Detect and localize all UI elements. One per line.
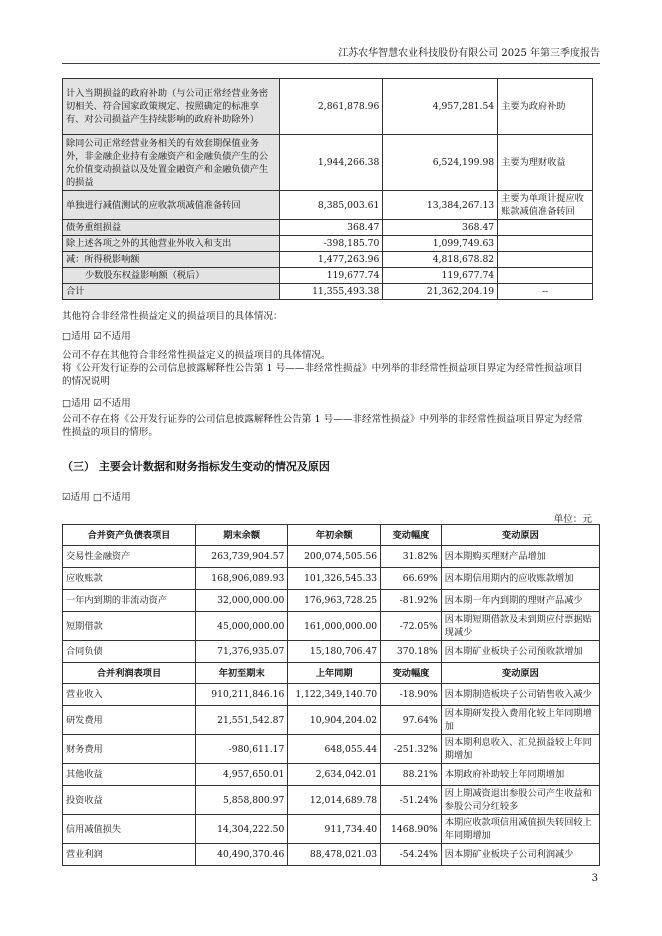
item-cell: 计入当期损益的政府补助（与公司正常经营业务密切相关、符合国家政策规定、按照确定的标准享有、对公司损益产生持续影响的政府补助除外） <box>63 79 280 135</box>
table-row <box>63 641 600 663</box>
ytd-cell: 119,677.74 <box>383 268 498 284</box>
current-cell: 1,944,266.38 <box>279 135 382 191</box>
value-b-cell: 911,734.40 <box>288 815 381 844</box>
item-cell: 单独进行减值测试的应收款项减值准备转回 <box>63 191 280 220</box>
note-cell: -- <box>498 284 593 300</box>
table-row <box>63 191 593 220</box>
report-header: 江苏农华智慧农业科技股份有限公司 2025 年第三季度报告 <box>338 48 600 59</box>
ytd-cell: 21,362,204.19 <box>383 284 498 300</box>
value-b-cell: 1,122,349,140.70 <box>288 684 381 706</box>
value-b-cell: 200,074,505.56 <box>288 546 381 568</box>
item-cell: 合同负债 <box>63 641 196 663</box>
non-recurring-gains-body <box>63 79 593 300</box>
value-b-cell: 88,478,021.03 <box>288 844 381 866</box>
reason-cell: 因本期一年内到期的理财产品减少 <box>441 590 599 612</box>
ytd-cell: 13,384,267.13 <box>383 191 498 220</box>
table-row <box>63 735 600 764</box>
ytd-cell: 1,099,749.63 <box>383 236 498 252</box>
reason-cell: 因本期利息收入、汇兑损益较上年同期增加 <box>441 735 599 764</box>
column-header: 年初余额 <box>288 525 381 546</box>
value-a-cell: 71,376,935.07 <box>196 641 288 663</box>
value-a-cell: 263,739,904.57 <box>196 546 288 568</box>
current-cell: 368.47 <box>279 220 382 236</box>
header-rule <box>62 63 600 64</box>
change-cell: 88.21% <box>381 764 442 786</box>
statement-paragraph: 公司不存在将《公开发行证券的公司信息披露解释性公告第 1 号——非经常性损益》中列举的非经常性损益项目界定为经常性损益的项目的情形。 <box>62 414 583 438</box>
value-b-cell: 176,963,728.25 <box>288 590 381 612</box>
column-header: 合并资产负债表项目 <box>63 525 196 546</box>
table-row <box>63 268 593 284</box>
item-cell: 信用减值损失 <box>63 815 196 844</box>
ytd-cell: 4,957,281.54 <box>383 79 498 135</box>
change-cell: 1468.90% <box>381 815 442 844</box>
item-cell: 一年内到期的非流动资产 <box>63 590 196 612</box>
statement-text: 公司不存在其他符合非经常性损益定义的损益项目的具体情况。 <box>62 350 331 361</box>
table-row <box>63 252 593 268</box>
table-row <box>63 79 593 135</box>
reason-cell: 因上期减资退出参股公司产生收益和参股公司分红较多 <box>441 786 599 815</box>
column-header: 变动原因 <box>441 663 599 684</box>
column-header: 合并利润表项目 <box>63 663 196 684</box>
item-cell: 短期借款 <box>63 612 196 641</box>
column-header: 变动幅度 <box>381 525 442 546</box>
financial-changes-table <box>62 524 600 866</box>
change-cell: 31.82% <box>381 546 442 568</box>
change-cell: 370.18% <box>381 641 442 663</box>
applicability-choice: ☑适用 □不适用 <box>62 492 131 503</box>
item-cell: 营业利润 <box>63 844 196 866</box>
value-a-cell: 168,906,089.93 <box>196 568 288 590</box>
reason-cell: 本期政府补助较上年同期增加 <box>441 764 599 786</box>
reason-cell: 因本期矿业板块子公司利润减少 <box>441 844 599 866</box>
column-header: 上年同期 <box>288 663 381 684</box>
value-a-cell: 40,490,370.46 <box>196 844 288 866</box>
other-items-title: 其他符合非经常性损益定义的损益项目的具体情况： <box>62 311 283 322</box>
note-cell <box>498 220 593 236</box>
item-cell: 合计 <box>63 284 280 300</box>
current-cell: 2,861,878.96 <box>279 79 382 135</box>
note-cell: 主要为单项计提应收账款减值准备转回 <box>498 191 593 220</box>
value-b-cell: 101,326,545.33 <box>288 568 381 590</box>
item-cell: 除上述各项之外的其他营业外收入和支出 <box>63 236 280 252</box>
note-cell <box>498 268 593 284</box>
reason-cell: 因本期短期借款及未到期应付票据贴现减少 <box>441 612 599 641</box>
ytd-cell: 4,818,678.82 <box>383 252 498 268</box>
value-a-cell: 14,304,222.50 <box>196 815 288 844</box>
reason-cell: 因本期制造板块子公司销售收入减少 <box>441 684 599 706</box>
ytd-cell: 6,524,199.98 <box>383 135 498 191</box>
table-row <box>63 236 593 252</box>
item-cell: 其他收益 <box>63 764 196 786</box>
table-row <box>63 546 600 568</box>
value-a-cell: 32,000,000.00 <box>196 590 288 612</box>
non-recurring-gains-table <box>62 78 593 300</box>
item-cell: 应收账款 <box>63 568 196 590</box>
value-b-cell: 12,014,689.78 <box>288 786 381 815</box>
table-row <box>63 706 600 735</box>
value-a-cell: 5,858,800.97 <box>196 786 288 815</box>
item-cell: 交易性金融资产 <box>63 546 196 568</box>
current-cell: 1,477,263.96 <box>279 252 382 268</box>
note-cell <box>498 252 593 268</box>
note-cell: 主要为政府补助 <box>498 79 593 135</box>
change-cell: -72.05% <box>381 612 442 641</box>
table-header-row <box>63 663 600 684</box>
value-b-cell: 648,055.44 <box>288 735 381 764</box>
value-a-cell: 4,957,650.01 <box>196 764 288 786</box>
table-row <box>63 764 600 786</box>
item-cell: 债务重组损益 <box>63 220 280 236</box>
value-a-cell: 45,000,000.00 <box>196 612 288 641</box>
change-cell: -54.24% <box>381 844 442 866</box>
current-cell: 11,355,493.38 <box>279 284 382 300</box>
note-cell: 主要为理财收益 <box>498 135 593 191</box>
change-cell: -51.24% <box>381 786 442 815</box>
financial-changes-body <box>63 525 600 866</box>
value-a-cell: -980,611.17 <box>196 735 288 764</box>
value-b-cell: 10,904,204.02 <box>288 706 381 735</box>
table-row <box>63 786 600 815</box>
table-row <box>63 220 593 236</box>
applicability-choice: □适用 ☑不适用 <box>62 398 131 409</box>
value-b-cell: 15,180,706.47 <box>288 641 381 663</box>
change-cell: 66.69% <box>381 568 442 590</box>
column-header: 变动原因 <box>441 525 599 546</box>
item-cell: 减：所得税影响额 <box>63 252 280 268</box>
page-number: 3 <box>591 873 598 884</box>
table-row <box>63 568 600 590</box>
table-row <box>63 815 600 844</box>
value-b-cell: 161,000,000.00 <box>288 612 381 641</box>
reason-cell: 因本期信用期内的应收账款增加 <box>441 568 599 590</box>
value-b-cell: 2,634,042.01 <box>288 764 381 786</box>
current-cell: -398,185.70 <box>279 236 382 252</box>
change-cell: 97.64% <box>381 706 442 735</box>
item-cell: 营业收入 <box>63 684 196 706</box>
column-header: 年初至期末 <box>196 663 288 684</box>
value-a-cell: 910,211,846.16 <box>196 684 288 706</box>
column-header: 变动幅度 <box>381 663 442 684</box>
table-row <box>63 612 600 641</box>
item-cell: 研发费用 <box>63 706 196 735</box>
applicability-choice: □适用 ☑不适用 <box>62 331 131 342</box>
item-cell: 少数股东权益影响额（税后） <box>63 268 280 284</box>
change-cell: -251.32% <box>381 735 442 764</box>
table-row <box>63 684 600 706</box>
table-row <box>63 590 600 612</box>
change-cell: -81.92% <box>381 590 442 612</box>
reason-cell: 因本期研发投入费用化较上年同期增加 <box>441 706 599 735</box>
column-header: 期末余额 <box>196 525 288 546</box>
item-cell: 投资收益 <box>63 786 196 815</box>
item-cell: 财务费用 <box>63 735 196 764</box>
table-header-row <box>63 525 600 546</box>
change-cell: -18.90% <box>381 684 442 706</box>
reason-cell: 因本期购买理财产品增加 <box>441 546 599 568</box>
reason-cell: 本期应收款项信用减值损失转回较上年同期增加 <box>441 815 599 844</box>
note-cell <box>498 236 593 252</box>
reason-cell: 因本期矿业板块子公司预收款增加 <box>441 641 599 663</box>
table-row <box>63 135 593 191</box>
value-a-cell: 21,551,542.87 <box>196 706 288 735</box>
current-cell: 119,677.74 <box>279 268 382 284</box>
item-cell: 除同公司正常经营业务相关的有效套期保值业务外，非金融企业持有金融资产和金融负债产生的公允价值变动损益以及处置金融资产和金融负债产生的损益 <box>63 135 280 191</box>
table-row <box>63 844 600 866</box>
unit-label: 单位：元 <box>553 514 592 525</box>
section-title: （三） 主要会计数据和财务指标发生变动的情况及原因 <box>62 460 330 473</box>
ytd-cell: 368.47 <box>383 220 498 236</box>
table-row-total <box>63 284 593 300</box>
current-cell: 8,385,003.61 <box>279 191 382 220</box>
definition-paragraph: 将《公开发行证券的公司信息披露解释性公告第 1 号——非经常性损益》中列举的非经常性损益项目界定为经常性损益项目的情况说明 <box>62 363 583 387</box>
